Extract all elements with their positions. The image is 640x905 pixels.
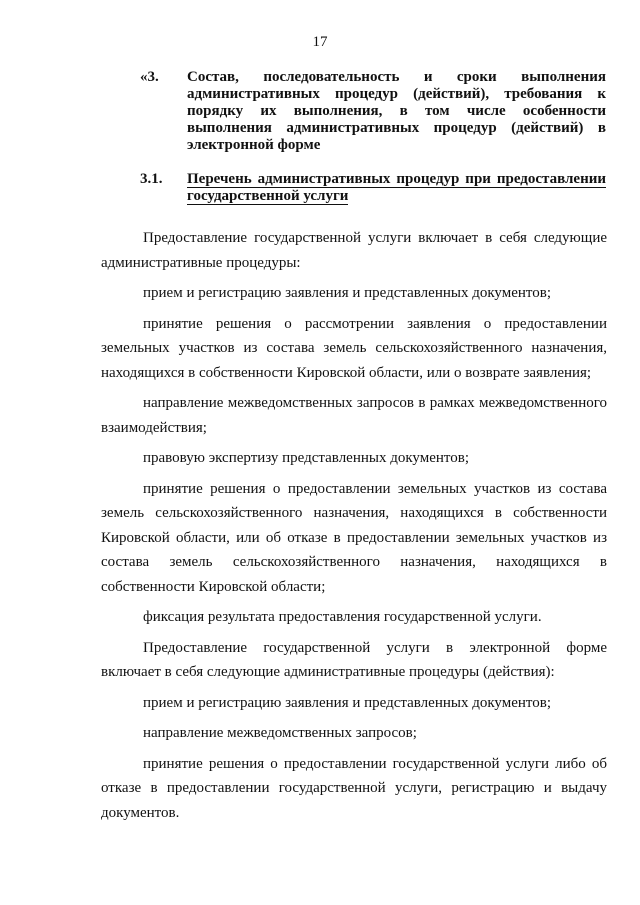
paragraph-item: правовую экспертизу представленных документов; — [143, 450, 470, 466]
paragraph-intro: Предоставление государственной услуги включает в себя следующие административные процедуры: — [101, 230, 607, 271]
page-number: 17 — [312, 34, 328, 50]
paragraph-item: прием и регистрацию заявления и представленных документов; — [143, 694, 552, 711]
paragraph-item: фиксация результата предоставления государственной услуги. — [143, 609, 542, 625]
paragraph-item: прием и регистрацию заявления и представленных документов; — [143, 285, 552, 301]
paragraph-item: направление межведомственных запросов; — [143, 725, 417, 741]
section-3-1-title: Перечень административных процедур при предоставлении государственной услуги — [187, 171, 606, 204]
section-3-1-number: 3.1. — [140, 171, 163, 187]
section-3-heading — [140, 69, 606, 155]
paragraph-item: направление межведомственных запросов в рамках межведомственного взаимодействия; — [101, 395, 607, 436]
paragraph-electronic-intro: Предоставление государственной услуги в электронной форме включает в себя следующие административные процедуры (действия): — [101, 639, 607, 680]
paragraph-item: принятие решения о рассмотрении заявления о предоставлении земельных участков из состава земель сельскохозяйственного назначения, находящихся в собственности Кировской области, или о возврате заявления; — [101, 315, 607, 381]
paragraph-item: принятие решения о предоставлении государственной услуги либо об отказе в предоставлении государственной услуги, регистрацию и выдачу документов. — [101, 755, 607, 821]
document-body — [101, 226, 607, 825]
section-3-title: Состав, последовательность и сроки выполнения административных процедур (действий), требования к порядку их выполнения, в том числе особенности выполнения административных процедур (действий) в электронной форме — [187, 69, 606, 153]
section-3-1-heading — [140, 171, 606, 207]
paragraph-item: принятие решения о предоставлении земельных участков из состава земель сельскохозяйственного назначения, находящихся в собственности Кировской области, или об отказе в предоставлении земельных участков из состава земель сельскохозяйственного назначения, находящихся в собственности Кировской области; — [101, 480, 607, 595]
section-3-number: «3. — [140, 69, 159, 85]
